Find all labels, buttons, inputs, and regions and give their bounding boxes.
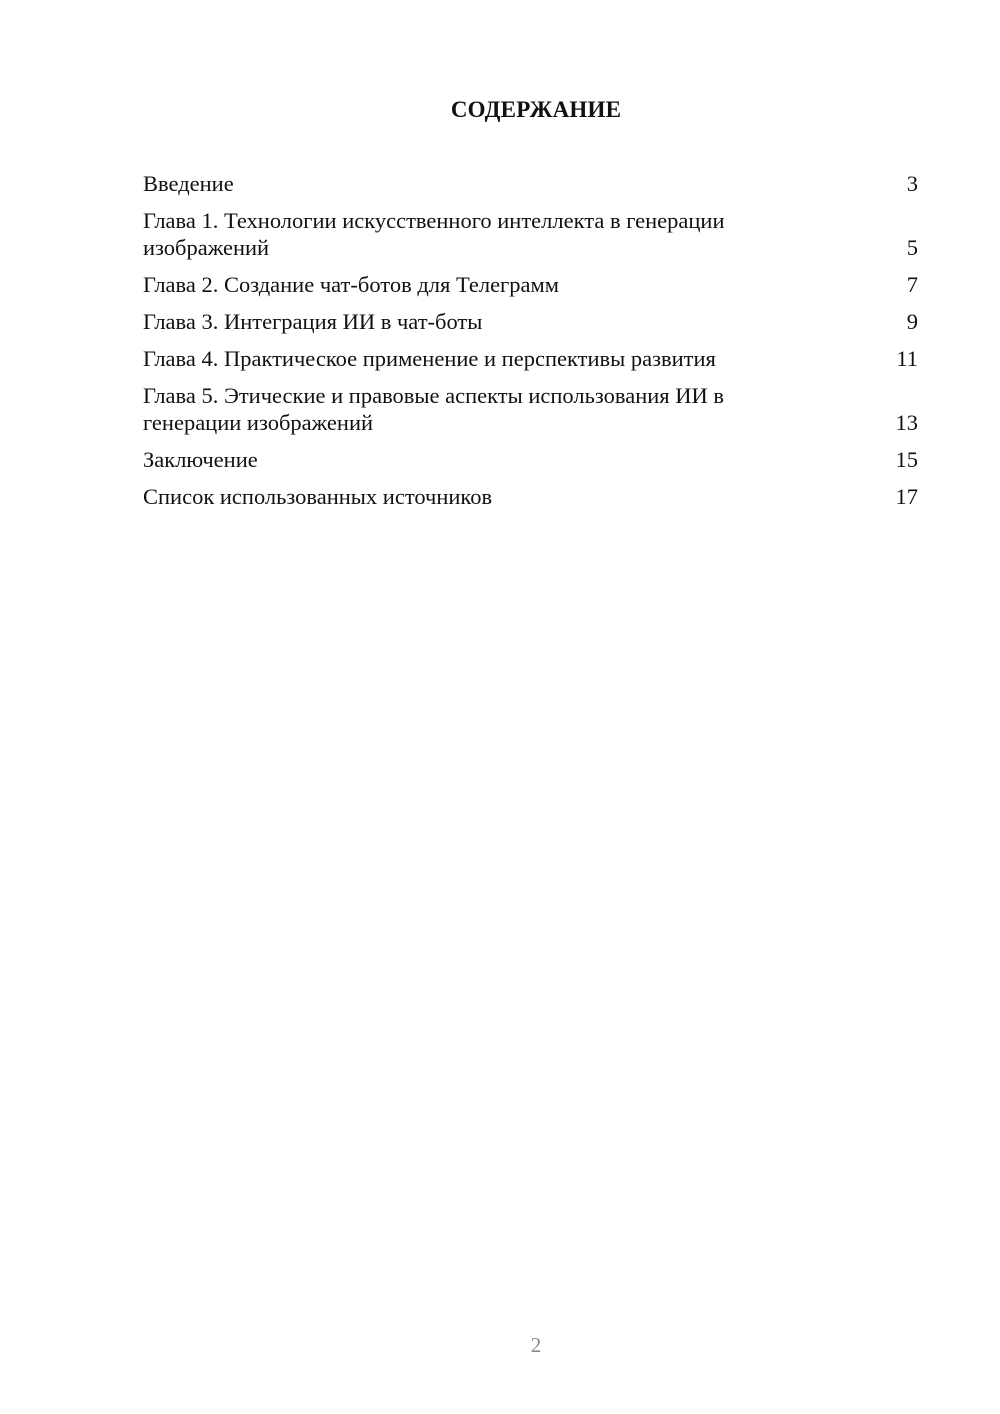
toc-item-chapter-1[interactable] bbox=[143, 207, 918, 261]
toc-item-chapter-2[interactable] bbox=[143, 271, 918, 298]
toc-item-page: 5 bbox=[906, 235, 918, 260]
toc-item-conclusion[interactable] bbox=[143, 446, 918, 473]
toc-item-references[interactable] bbox=[143, 483, 918, 510]
toc-item-page: 7 bbox=[906, 272, 918, 297]
toc-item-label: Глава 5. Этические и правовые аспекты использования ИИ в генерации изображений bbox=[143, 383, 724, 435]
toc-item-label: Глава 4. Практическое применение и перспективы развития bbox=[143, 346, 716, 371]
toc-item-page: 11 bbox=[896, 346, 918, 371]
page-number: 2 bbox=[530, 1333, 542, 1357]
toc-item-page: 15 bbox=[895, 447, 918, 472]
toc-item-page: 17 bbox=[895, 484, 918, 509]
toc-item-label: Введение bbox=[143, 171, 234, 196]
toc-item-page: 9 bbox=[906, 309, 918, 334]
page-title: СОДЕРЖАНИЕ bbox=[450, 97, 622, 122]
toc-item-label: Заключение bbox=[143, 447, 258, 472]
toc-item-introduction[interactable] bbox=[143, 170, 918, 197]
toc-item-page: 13 bbox=[895, 410, 918, 435]
toc-item-chapter-3[interactable] bbox=[143, 308, 918, 335]
toc-item-page: 3 bbox=[906, 171, 918, 196]
toc-item-chapter-4[interactable] bbox=[143, 345, 918, 372]
toc-item-chapter-5[interactable] bbox=[143, 382, 918, 436]
toc-item-label: Глава 3. Интеграция ИИ в чат-боты bbox=[143, 309, 483, 334]
table-of-contents bbox=[143, 170, 918, 520]
toc-item-label: Глава 1. Технологии искусственного интеллекта в генерации изображений bbox=[143, 208, 725, 260]
toc-item-label: Список использованных источников bbox=[143, 484, 493, 509]
toc-item-label: Глава 2. Создание чат-ботов для Телеграмм bbox=[143, 272, 559, 297]
